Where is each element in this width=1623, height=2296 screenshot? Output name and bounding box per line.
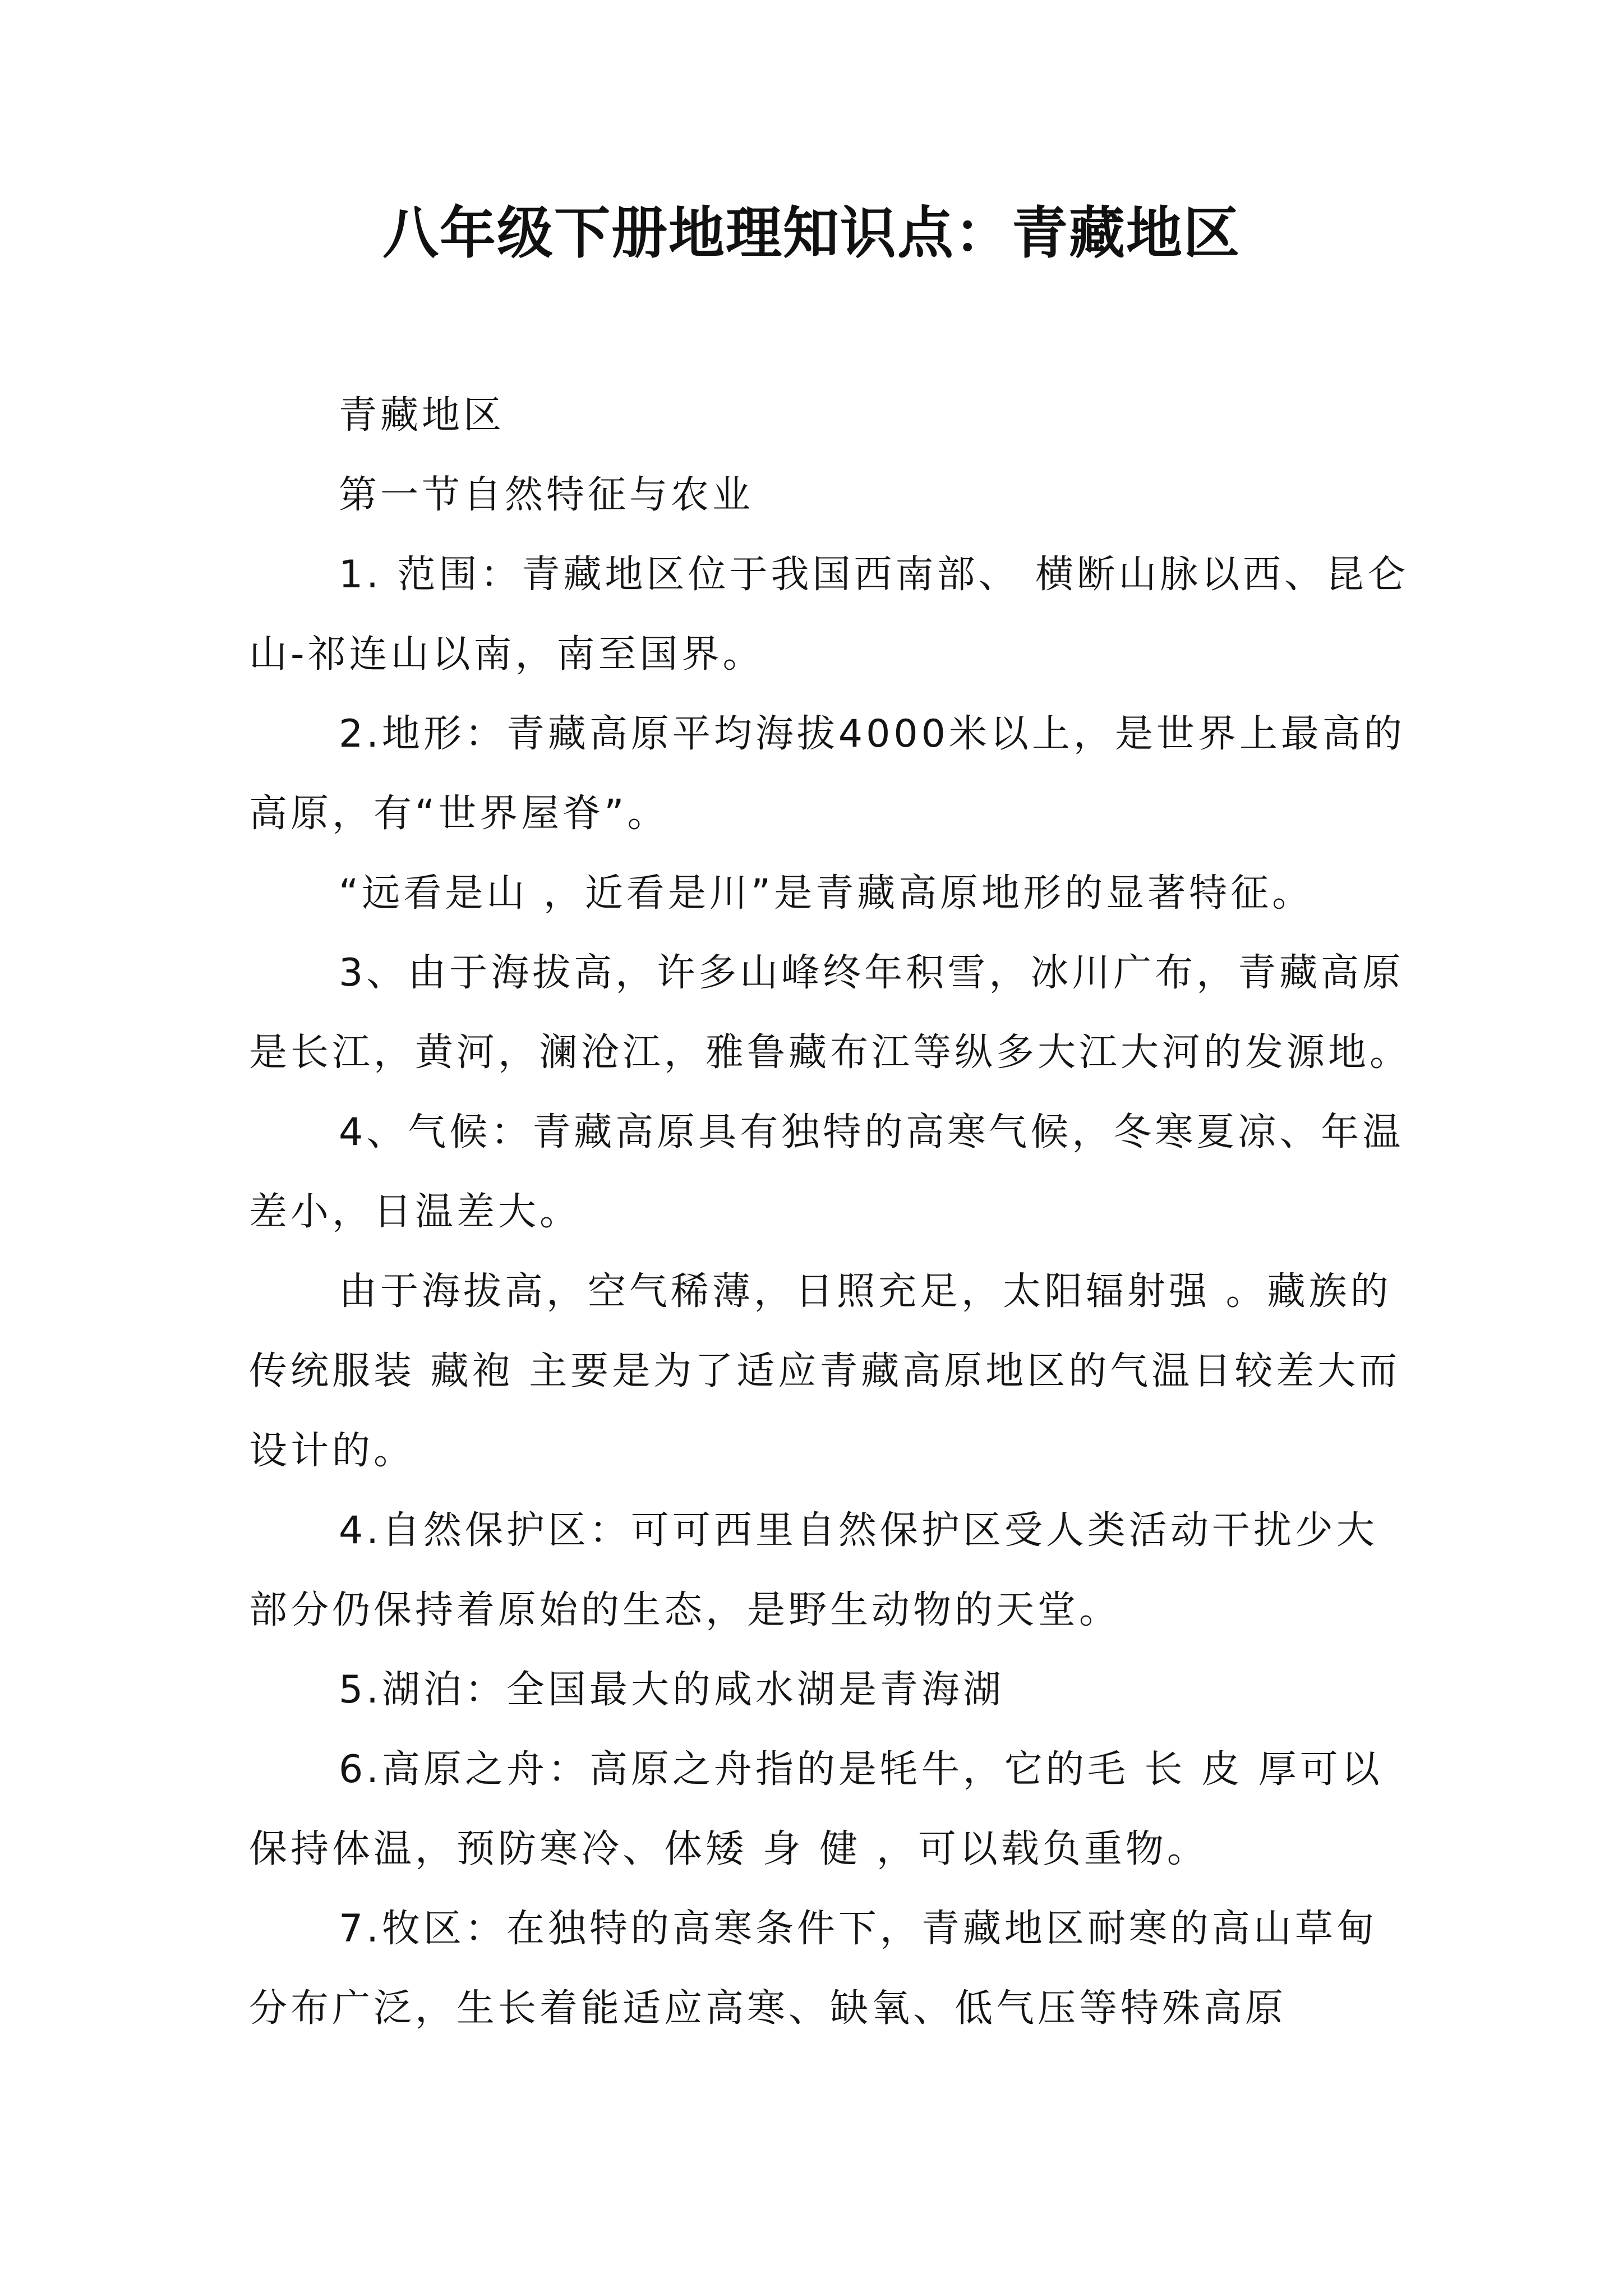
- paragraph-yak: 6.高原之舟：高原之舟指的是牦牛，它的毛 长 皮 厚可以保持体温，预防寒冷、体矮 身 健 ，可以载负重物。: [249, 1747, 1383, 1871]
- paragraph-scope: 1. 范围：青藏地区位于我国西南部、 横断山脉以西、昆仑山-祁连山以南，南至国界。: [249, 553, 1409, 677]
- paragraph-nature-reserve: 4.自然保护区：可可西里自然保护区受人类活动干扰少大部分仍保持着原始的生态，是野生动物的天堂。: [249, 1508, 1378, 1632]
- section-heading-chapter: 第一节自然特征与农业: [339, 473, 754, 517]
- paragraph-rivers: 3、由于海拔高，许多山峰终年积雪，冰川广布，青藏高原是长江，黄河，澜沧江，雅鲁藏布江等纵多大江大河的发源地。: [249, 951, 1412, 1075]
- paragraph-lakes: 5.湖泊：全国最大的咸水湖是青海湖: [339, 1668, 1004, 1712]
- paragraph-climate-detail: 由于海拔高，空气稀薄，日照充足，太阳辐射强 。藏族的传统服装 藏袍 主要是为了适应青藏高原地区的气温日较差大而设计的。: [249, 1269, 1401, 1473]
- document-title: 八年级下册地理知识点：青藏地区: [382, 200, 1241, 266]
- paragraph-terrain: 2.地形：青藏高原平均海拔4000米以上，是世界上最高的高原，有“世界屋脊”。: [249, 712, 1405, 836]
- paragraph-pasture: 7.牧区：在独特的高寒条件下，青藏地区耐寒的高山草甸分布广泛，生长着能适应高寒、缺氧、低气压等特殊高原: [249, 1907, 1378, 2031]
- section-heading-region: 青藏地区: [339, 393, 505, 438]
- paragraph-climate: 4、气候：青藏高原具有独特的高寒气候，冬寒夏凉、年温差小，日温差大。: [249, 1110, 1404, 1234]
- paragraph-terrain-feature: “远看是山 ，近看是川”是青藏高原地形的显著特征。: [339, 871, 1314, 915]
- document-body: [249, 376, 1415, 2049]
